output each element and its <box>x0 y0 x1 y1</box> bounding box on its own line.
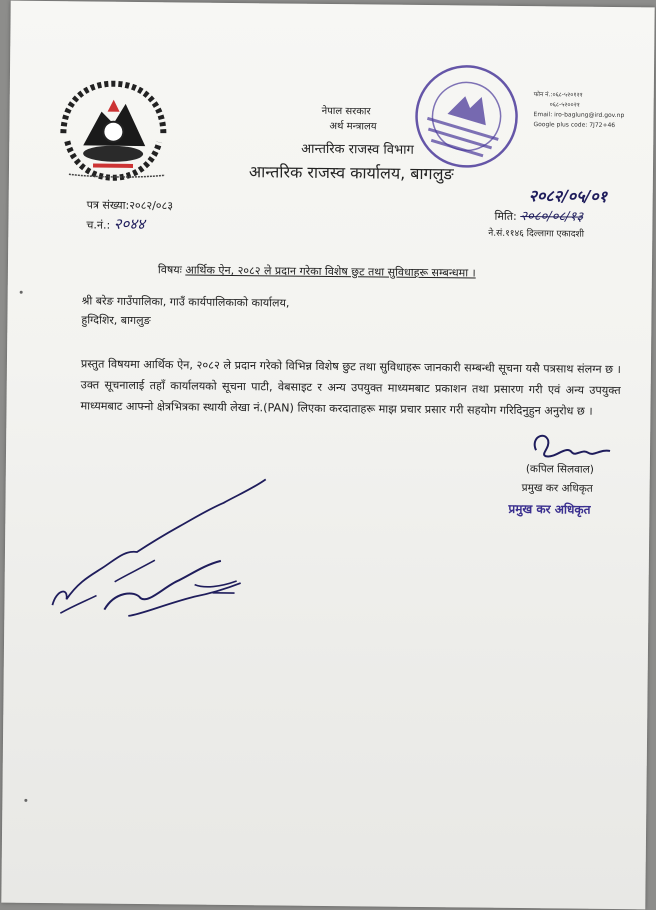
handwritten-date: २०८२/०५/०१ <box>528 186 608 206</box>
contact-phone-1: फोन नं.:०६८-५२०१२१ <box>533 91 583 99</box>
nepal-emblem-icon <box>53 73 174 184</box>
emblem-caption-icon <box>67 171 167 178</box>
letter-body: प्रस्तुत विषयमा आर्थिक ऐन, २०८२ ले प्रदान गरेको विभिन्न विशेष छुट तथा सुविधाहरू जानकारी सम्बन्धी सूचना यसै पत्रसाथ संलग्न छ । उक्त सूचनालाई तहाँ कार्यालयको सूचना पाटी, वेबसाइट र अन्य उपयुक्त माध्यमबाट प्रकाशन तथा प्रसारण गरी एवं अन्य उपयुक्त माध्यमबाट आफ्नो क्षेत्रभित्रका स्थायी लेखा नं.(PAN) लिएका करदाताहरू माझ प्रचार प्रसार गरी सहयोग गरिदिनुहुन अनुरोध छ । <box>80 357 621 418</box>
signatory-title: प्रमुख कर अधिकृत <box>521 482 593 495</box>
date-label: मिति: <box>494 209 517 223</box>
letter-page <box>1 1 654 910</box>
contact-info <box>533 90 624 131</box>
date-line <box>494 206 583 225</box>
subject-label: विषयः <box>157 263 182 277</box>
letter-number-value: २०८२/०८३ <box>129 198 174 213</box>
dispatch-number-label: च.नं.: <box>86 218 111 232</box>
letterhead-ministry: अर्थ मन्त्रालय <box>329 120 377 133</box>
contact-email: Email: iro-baglung@ird.gov.np <box>533 111 625 120</box>
subject-text: आर्थिक ऐन, २०८२ ले प्रदान गरेका विशेष छुट तथा सुविधाहरू सम्बन्धमा । <box>185 263 476 280</box>
letterhead-government: नेपाल सरकार <box>321 105 371 118</box>
letter-number <box>87 197 174 213</box>
addressee-line-2: हुग्दिशिर, बागलुङ <box>81 313 151 328</box>
struck-date: २०८०/०८/१३ <box>520 209 584 225</box>
signatory-title-stamp: प्रमुख कर अधिकृत <box>508 501 591 517</box>
contact-phone-2: ०६८-५२००२१ <box>549 101 580 109</box>
letterhead-department: आन्तरिक राजस्व विभाग <box>301 141 414 158</box>
subject-line <box>158 262 476 280</box>
paper-speck <box>20 291 23 294</box>
signature-scribble-icon <box>526 426 616 463</box>
letterhead-office: आन्तरिक राजस्व कार्यालय, बागलुङ <box>248 162 454 184</box>
contact-google-code: Google plus code: 7J72+46 <box>533 121 616 129</box>
handwritten-forwarding-note-icon <box>44 463 276 625</box>
paper-speck <box>24 799 27 802</box>
nepal-era-date: ने.सं.११४६ दिल्लागा एकादशी <box>488 228 585 240</box>
dispatch-number-value: २०४४ <box>113 214 146 234</box>
letter-number-label: पत्र संख्या: <box>86 198 130 212</box>
signatory-name: (कपिल सिलवाल) <box>525 463 594 476</box>
dispatch-number <box>86 213 145 234</box>
addressee-line-1: श्री बरेङ गाउँपालिका, गाउँ कार्यपालिकाको कार्यालय, <box>81 294 290 310</box>
